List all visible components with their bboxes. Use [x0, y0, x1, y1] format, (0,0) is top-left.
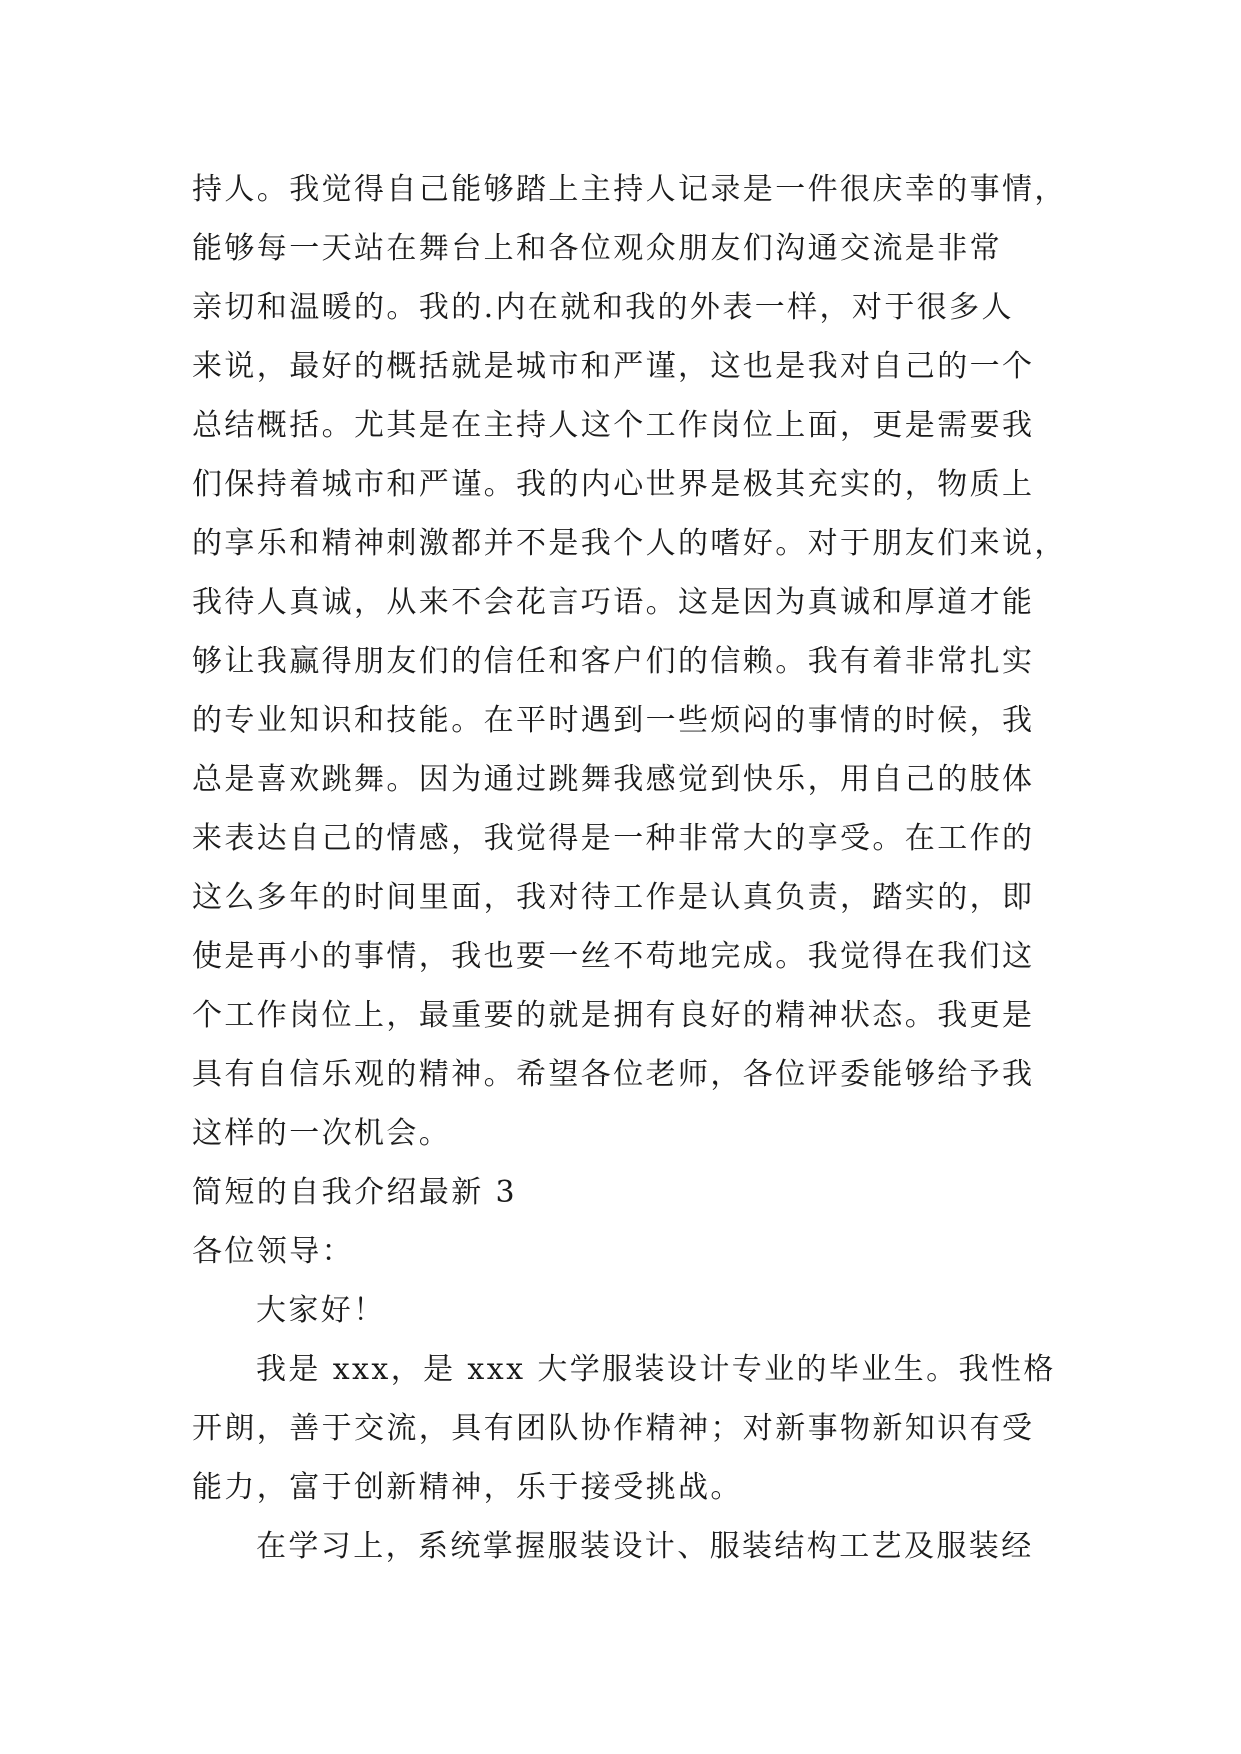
text-line: 具有自信乐观的精神。希望各位老师，各位评委能够给予我	[192, 1057, 1035, 1092]
greeting: 大家好！	[256, 1293, 386, 1328]
text-line: 使是再小的事情，我也要一丝不苟地完成。我觉得在我们这	[192, 939, 1035, 974]
text-line: 在学习上，系统掌握服装设计、服装结构工艺及服装经	[256, 1529, 1034, 1564]
text-line: 开朗，善于交流，具有团队协作精神；对新事物新知识有受	[192, 1411, 1035, 1446]
salutation: 各位领导：	[192, 1234, 354, 1269]
text-line: 的专业知识和技能。在平时遇到一些烦闷的事情的时候，我	[192, 703, 1035, 738]
text-line: 持人。我觉得自己能够踏上主持人记录是一件很庆幸的事情，	[192, 172, 1067, 207]
paragraph-2	[192, 1340, 1072, 1517]
text-line: 这样的一次机会。	[192, 1116, 452, 1151]
text-line: 个工作岗位上，最重要的就是拥有良好的精神状态。我更是	[192, 998, 1035, 1033]
text-line: 总是喜欢跳舞。因为通过跳舞我感觉到快乐，用自己的肢体	[192, 762, 1035, 797]
text-line: 们保持着城市和严谨。我的内心世界是极其充实的，物质上	[192, 467, 1035, 502]
section-title: 简短的自我介绍最新 3	[192, 1175, 518, 1210]
text-line: 能力，富于创新精神，乐于接受挑战。	[192, 1470, 743, 1505]
document-body	[192, 160, 1072, 1576]
text-line: 总结概括。尤其是在主持人这个工作岗位上面，更是需要我	[192, 408, 1035, 443]
text-line: 够让我赢得朋友们的信任和客户们的信赖。我有着非常扎实	[192, 644, 1035, 679]
text-line: 能够每一天站在舞台上和各位观众朋友们沟通交流是非常	[192, 231, 1002, 266]
text-line: 来表达自己的情感，我觉得是一种非常大的享受。在工作的	[192, 821, 1035, 856]
text-line: 亲切和温暖的。我的.内在就和我的外表一样，对于很多人	[192, 290, 1014, 325]
paragraph-1	[192, 160, 1072, 1163]
text-line: 我是 xxx，是 xxx 大学服装设计专业的毕业生。我性格	[256, 1352, 1056, 1387]
text-line: 的享乐和精神刺激都并不是我个人的嗜好。对于朋友们来说，	[192, 526, 1067, 561]
text-line: 我待人真诚，从来不会花言巧语。这是因为真诚和厚道才能	[192, 585, 1035, 620]
paragraph-3	[192, 1517, 1072, 1576]
text-line: 这么多年的时间里面，我对待工作是认真负责，踏实的，即	[192, 880, 1035, 915]
text-line: 来说，最好的概括就是城市和严谨，这也是我对自己的一个	[192, 349, 1035, 384]
